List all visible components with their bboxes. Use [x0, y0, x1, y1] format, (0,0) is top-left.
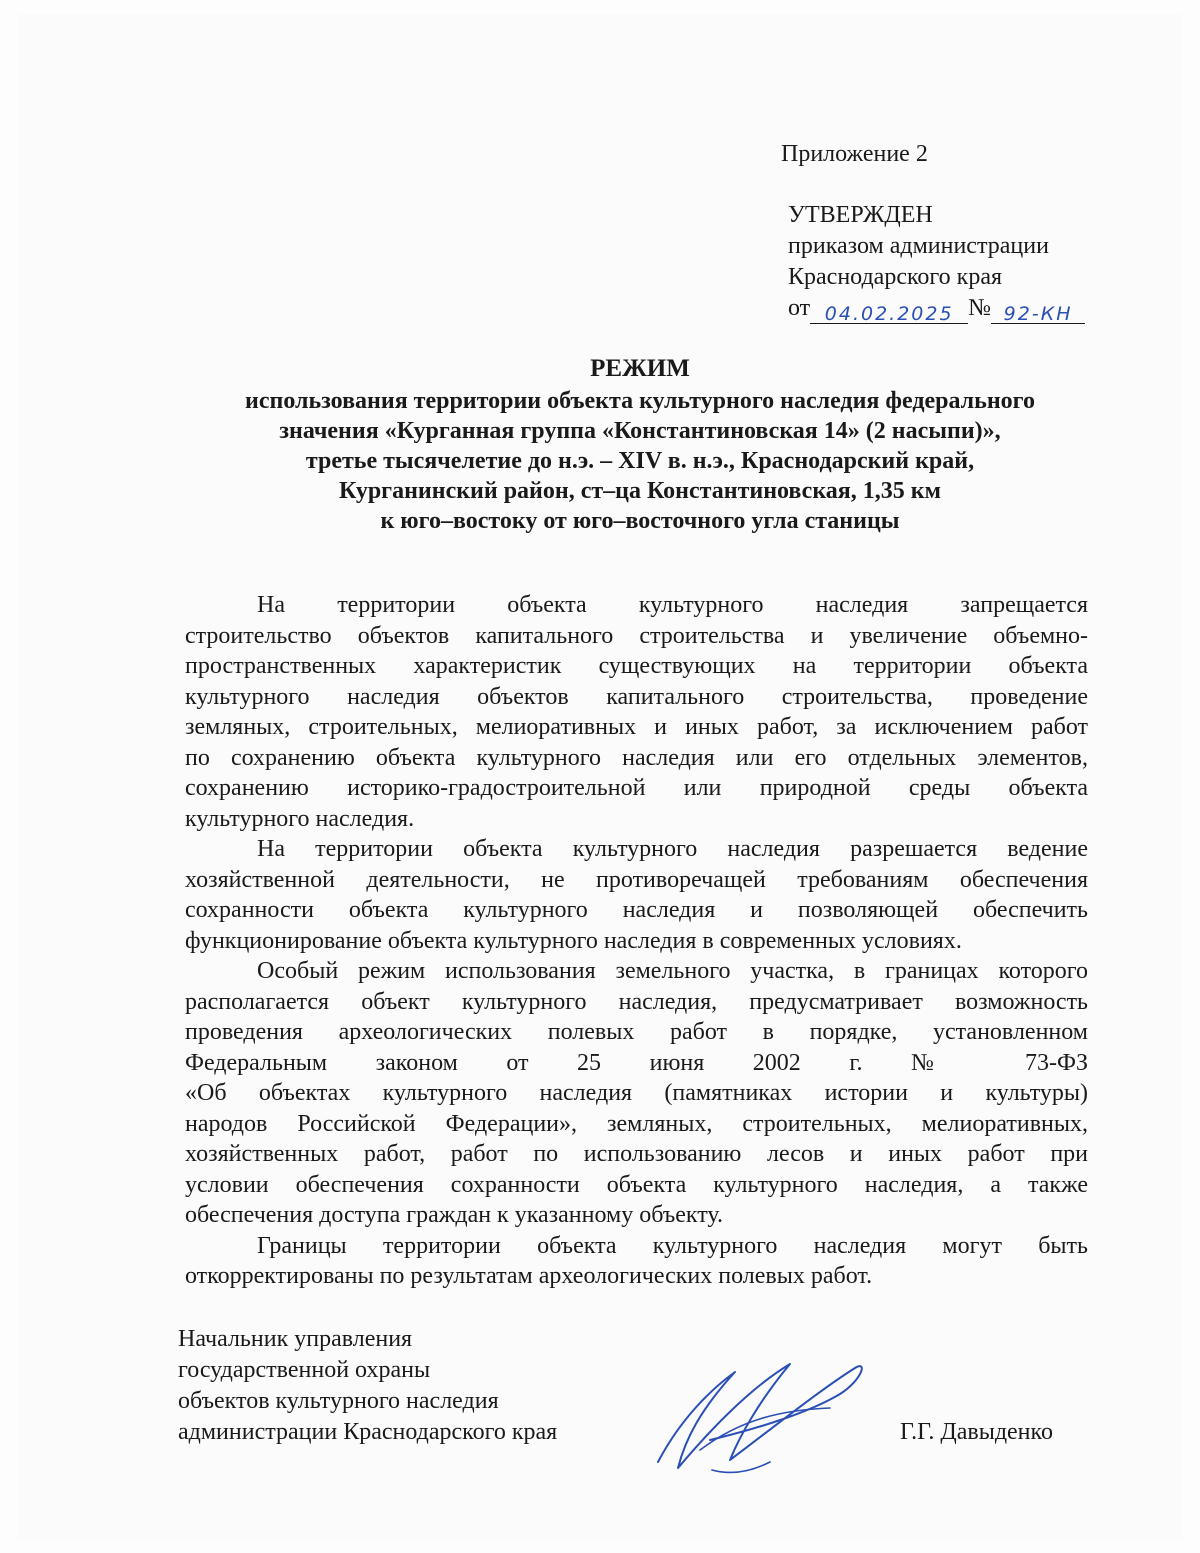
appendix-label: Приложение 2: [781, 141, 928, 167]
approval-line-1: приказом администрации: [788, 233, 1049, 259]
text-line: пространственных характеристик существующих на территории объекта: [185, 653, 1088, 679]
text-line: обеспечения доступа граждан к указанному объекту.: [185, 1202, 724, 1228]
text-line: строительство объектов капитального строительства и увеличение объемно-: [185, 622, 1088, 649]
order-date-number-line: [788, 293, 1085, 324]
position-line: администрации Краснодарского края: [178, 1419, 558, 1445]
paragraph-2: [185, 834, 1088, 956]
text-line: Особый режим использования земельного участка, в границах которого: [257, 958, 1088, 984]
text-line: условии обеспечения сохранности объекта культурного наследия, а также: [185, 1171, 1088, 1198]
handwritten-signature: [640, 1350, 880, 1480]
text-line: функционирование объекта культурного наследия в современных условиях.: [185, 927, 962, 954]
approval-title: УТВЕРЖДЕН: [788, 202, 933, 228]
text-line: хозяйственной деятельности, не противоречащей требованиям обеспечения: [185, 866, 1088, 893]
handwritten-number: 92-КН: [1003, 303, 1073, 325]
paragraph-1: [185, 590, 1088, 834]
text-line: На территории объекта культурного наследия запрещается: [257, 592, 1088, 618]
signatory-position: [178, 1324, 557, 1448]
text-line: народов Российской Федерации», земляных, строительных, мелиоративных,: [185, 1110, 1088, 1137]
text-line: земляных, строительных, мелиоративных и иных работ, за исключением работ: [185, 714, 1088, 740]
title-line: использования территории объекта культурного наследия федерального: [245, 388, 1035, 414]
approval-stamp: [788, 200, 1085, 324]
title-head: РЕЖИМ: [590, 355, 690, 382]
text-line: культурного наследия.: [185, 805, 415, 832]
text-line: сохранности объекта культурного наследия и позволяющей обеспечить: [185, 897, 1088, 923]
number-field: [991, 295, 1085, 324]
text-line: проведения археологических полевых работ в порядке, установленном: [185, 1019, 1088, 1045]
position-line: государственной охраны: [178, 1357, 431, 1383]
signer-name: Г.Г. Давыденко: [900, 1419, 1053, 1445]
document-title: [140, 352, 1140, 536]
text-line: Границы территории объекта культурного наследия могут быть: [257, 1232, 1088, 1259]
title-line: Курганинский район, ст–ца Константиновская, 1,35 км: [339, 478, 941, 504]
text-line: хозяйственных работ, работ по использованию лесов и иных работ при: [185, 1141, 1088, 1167]
text-line: располагается объект культурного наследия, предусматривает возможность: [185, 988, 1088, 1015]
approval-line-2: Краснодарского края: [788, 264, 1003, 290]
paragraph-3: [185, 956, 1088, 1231]
text-line: «Об объектах культурного наследия (памятниках истории и культуры): [185, 1080, 1088, 1106]
body-text: [185, 590, 1088, 1292]
title-line: к юго–востоку от юго–восточного угла станицы: [380, 508, 900, 534]
title-line: значения «Курганная группа «Константиновская 14» (2 насыпи)»,: [279, 418, 1001, 444]
text-line: откорректированы по результатам археологических полевых работ.: [185, 1263, 873, 1289]
handwritten-date: 04.02.2025: [824, 303, 954, 325]
text-line: по сохранению объекта культурного наследия или его отдельных элементов,: [185, 744, 1088, 771]
text-line: сохранению историко-градостроительной или природной среды объекта: [185, 775, 1088, 801]
paragraph-4: [185, 1231, 1088, 1292]
text-line: Федеральным законом от 25 июня 2002 г. № 73-ФЗ: [185, 1049, 1088, 1076]
date-field: [810, 295, 968, 324]
from-label: от: [788, 295, 811, 321]
position-line: объектов культурного наследия: [178, 1388, 499, 1414]
text-line: культурного наследия объектов капитального строительства, проведение: [185, 683, 1088, 710]
position-line: Начальник управления: [178, 1326, 413, 1352]
text-line: На территории объекта культурного наследия разрешается ведение: [257, 836, 1088, 862]
number-label: №: [968, 295, 992, 321]
title-line: третье тысячелетие до н.э. – XIV в. н.э., Краснодарский край,: [305, 448, 975, 474]
